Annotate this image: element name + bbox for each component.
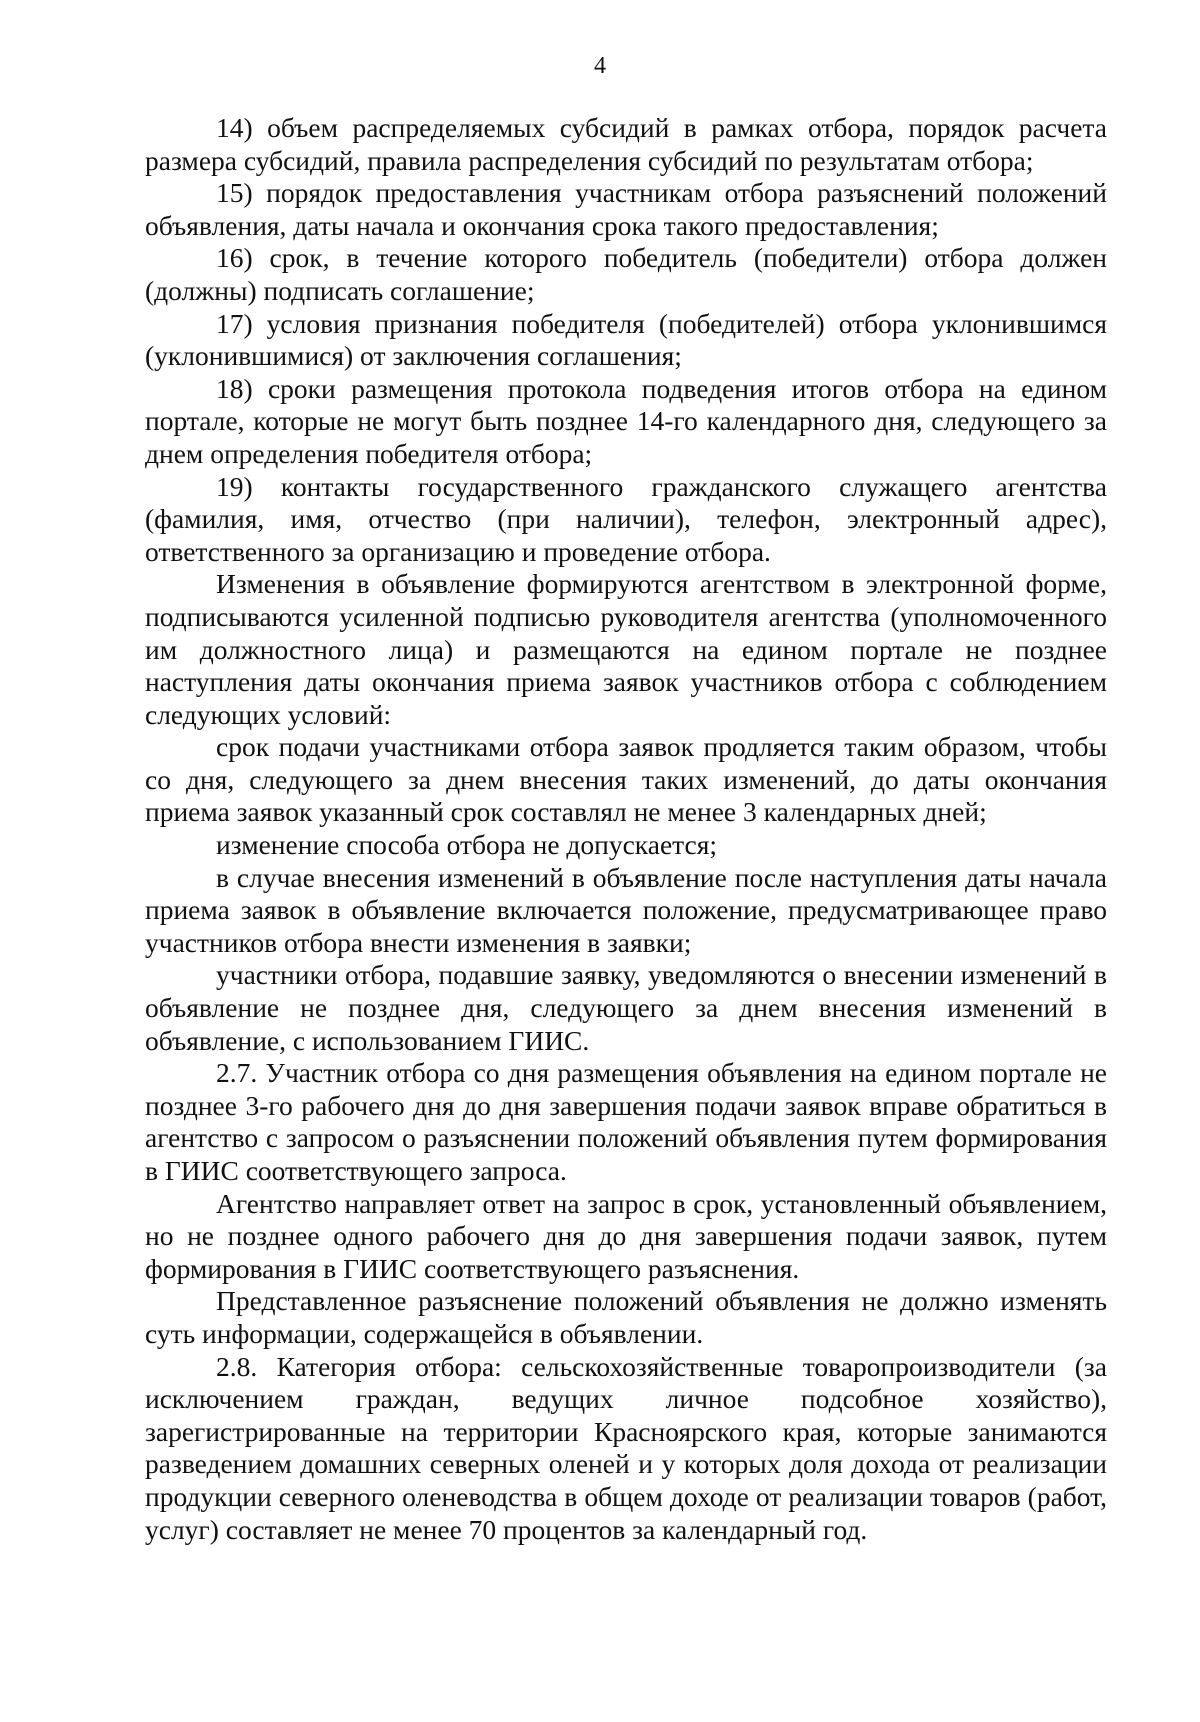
paragraph-clarification: Представленное разъяснение положений объявления не должно изменять суть информации, содержащейся в объявлении. xyxy=(145,1285,1107,1349)
paragraph-condition-deadline: срок подачи участниками отбора заявок продляется таким образом, чтобы со дня, следующего за днем внесения таких изменений, до даты окончания приема заявок указанный срок составлял не менее 3 календарных дней; xyxy=(145,731,1107,828)
paragraph-item-16: 16) срок, в течение которого победитель (победители) отбора должен (должны) подписать соглашение; xyxy=(145,242,1107,306)
paragraph-section-2-7: 2.7. Участник отбора со дня размещения объявления на едином портале не позднее 3-го рабочего дня до дня завершения подачи заявок вправе обратиться в агентство с запросом о разъяснении положений объявления путем формирования в ГИИС соответствующего запроса. xyxy=(145,1057,1107,1186)
paragraph-item-15: 15) порядок предоставления участникам отбора разъяснений положений объявления, даты начала и окончания срока такого предоставления; xyxy=(145,177,1107,241)
paragraph-item-19: 19) контакты государственного гражданского служащего агентства (фамилия, имя, отчество (при наличии), телефон, электронный адрес), ответственного за организацию и проведение отбора. xyxy=(145,470,1107,567)
paragraph-changes: Изменения в объявление формируются агентством в электронной форме, подписываются усиленной подписью руководителя агентства (уполномоченного им должностного лица) и размещаются на едином портале не позднее наступления даты окончания приема заявок участников отбора с соблюдением следующих условий: xyxy=(145,568,1107,730)
paragraph-item-18: 18) сроки размещения протокола подведения итогов отбора на едином портале, которые не могут быть позднее 14-го календарного дня, следующего за днем определения победителя отбора; xyxy=(145,372,1107,469)
paragraph-condition-notify: участники отбора, подавшие заявку, уведомляются о внесении изменений в объявление не позднее дня, следующего за днем внесения изменений в объявление, с использованием ГИИС. xyxy=(145,959,1107,1056)
page-number: 4 xyxy=(594,53,606,79)
document-body xyxy=(145,112,1107,1546)
paragraph-item-14: 14) объем распределяемых субсидий в рамках отбора, порядок расчета размера субсидий, правила распределения субсидий по результатам отбора; xyxy=(145,112,1107,176)
paragraph-condition-method: изменение способа отбора не допускается; xyxy=(216,829,718,861)
paragraph-item-17: 17) условия признания победителя (победителей) отбора уклонившимся (уклонившимися) от заключения соглашения; xyxy=(145,307,1107,372)
paragraph-condition-amend-right: в случае внесения изменений в объявление после наступления даты начала приема заявок в объявление включается положение, предусматривающее право участников отбора внести изменения в заявки; xyxy=(145,861,1107,958)
paragraph-section-2-8: 2.8. Категория отбора: сельскохозяйственные товаропроизводители (за исключением граждан, ведущих личное подсобное хозяйство), зарегистрированные на территории Красноярского края, которые занимаются разведением домашних северных оленей и у которых доля дохода от реализации продукции северного оленеводства в общем доходе от реализации товаров (работ, услуг) составляет не менее 70 процентов за календарный год. xyxy=(145,1350,1107,1545)
paragraph-agency-response: Агентство направляет ответ на запрос в срок, установленный объявлением, но не позднее одного рабочего дня до дня завершения подачи заявок, путем формирования в ГИИС соответствующего разъяснения. xyxy=(145,1187,1107,1284)
